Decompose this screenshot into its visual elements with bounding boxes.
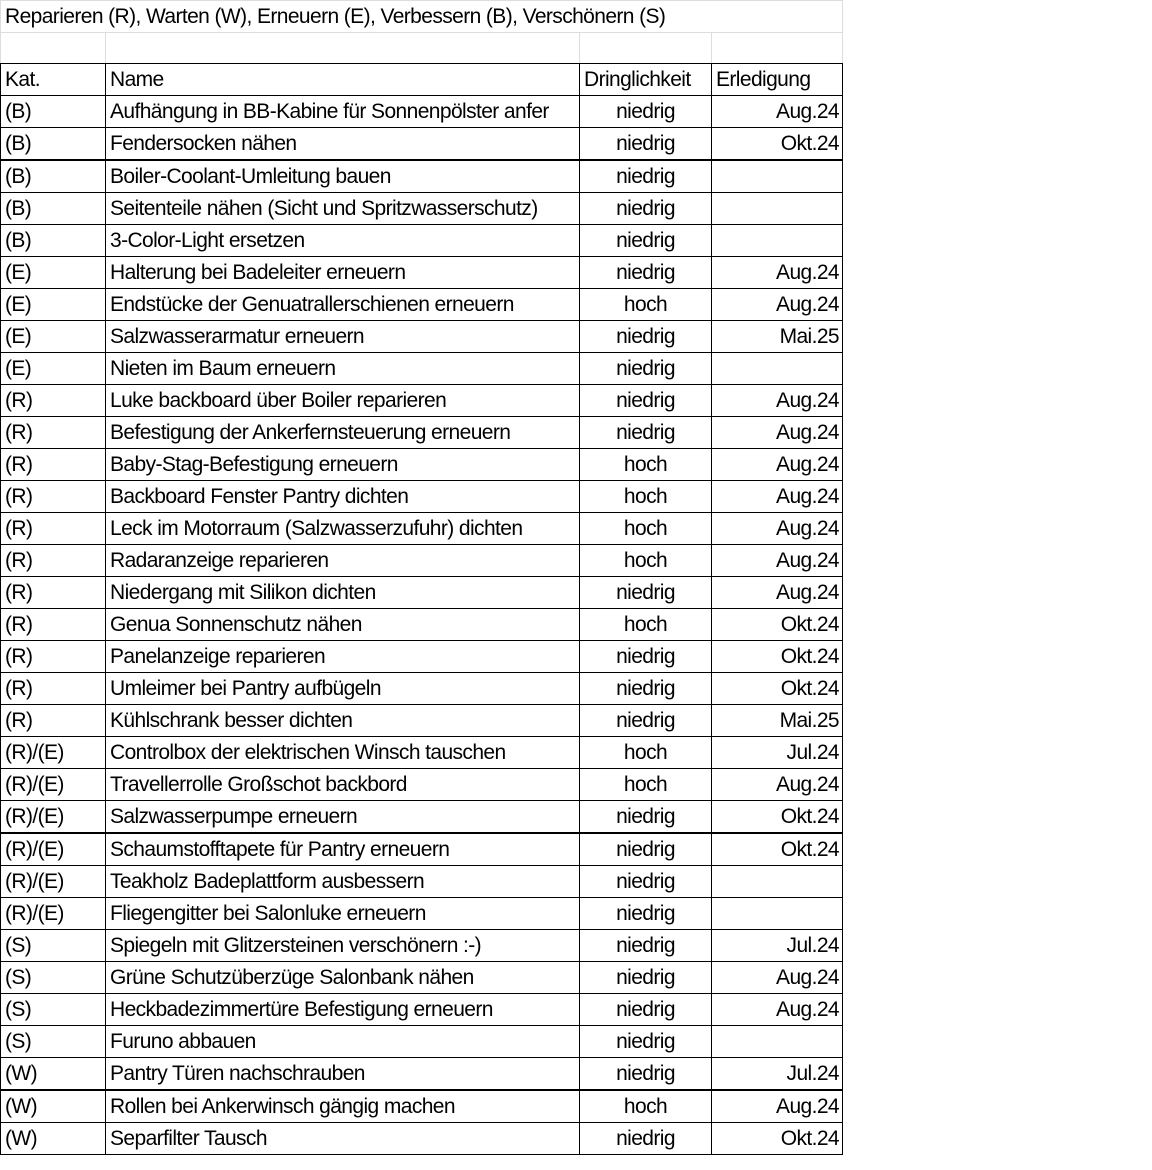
cell-dringlichkeit[interactable]: niedrig — [580, 160, 712, 193]
cell-name[interactable]: Befestigung der Ankerfernsteuerung erneuern — [106, 417, 580, 449]
table-row — [1, 577, 843, 609]
table-row — [1, 193, 843, 225]
cell-name[interactable]: Endstücke der Genuatrallerschienen erneuern — [106, 289, 580, 321]
table-row — [1, 160, 843, 193]
cell-dringlichkeit[interactable]: hoch — [580, 481, 712, 513]
empty-cell[interactable] — [580, 33, 712, 64]
cell-kat[interactable]: (W) — [1, 1123, 106, 1155]
cell-name[interactable]: Teakholz Badeplattform ausbessern — [106, 866, 580, 898]
cell-erledigung[interactable]: Okt.24 — [712, 1123, 843, 1155]
cell-dringlichkeit[interactable]: niedrig — [580, 577, 712, 609]
cell-erledigung[interactable]: Aug.24 — [712, 577, 843, 609]
table-row — [1, 1090, 843, 1123]
cell-kat[interactable]: (S) — [1, 962, 106, 994]
cell-kat[interactable]: (R)/(E) — [1, 866, 106, 898]
cell-name[interactable]: Rollen bei Ankerwinsch gängig machen — [106, 1090, 580, 1123]
table-row — [1, 641, 843, 673]
cell-erledigung[interactable]: Aug.24 — [712, 417, 843, 449]
cell-name[interactable]: Spiegeln mit Glitzersteinen verschönern :-) — [106, 930, 580, 962]
cell-name[interactable]: Leck im Motorraum (Salzwasserzufuhr) dichten — [106, 513, 580, 545]
cell-erledigung[interactable] — [712, 160, 843, 193]
header-dringlichkeit[interactable]: Dringlichkeit — [580, 64, 712, 96]
cell-dringlichkeit[interactable]: niedrig — [580, 385, 712, 417]
cell-dringlichkeit[interactable]: hoch — [580, 1090, 712, 1123]
cell-kat[interactable]: (R) — [1, 705, 106, 737]
cell-erledigung[interactable]: Jul.24 — [712, 737, 843, 769]
cell-erledigung[interactable] — [712, 866, 843, 898]
cell-kat[interactable]: (R)/(E) — [1, 769, 106, 801]
table-row — [1, 609, 843, 641]
cell-kat[interactable]: (B) — [1, 128, 106, 161]
table-row — [1, 898, 843, 930]
table-row — [1, 994, 843, 1026]
cell-name[interactable]: Fendersocken nähen — [106, 128, 580, 161]
cell-name[interactable]: Salzwasserpumpe erneuern — [106, 801, 580, 834]
cell-dringlichkeit[interactable]: niedrig — [580, 833, 712, 866]
table-row — [1, 417, 843, 449]
table-row — [1, 1123, 843, 1155]
table-row — [1, 257, 843, 289]
cell-kat[interactable]: (S) — [1, 994, 106, 1026]
cell-dringlichkeit[interactable]: niedrig — [580, 353, 712, 385]
cell-erledigung[interactable] — [712, 1026, 843, 1058]
cell-erledigung[interactable]: Aug.24 — [712, 449, 843, 481]
cell-name[interactable]: Nieten im Baum erneuern — [106, 353, 580, 385]
cell-erledigung[interactable]: Okt.24 — [712, 833, 843, 866]
table-row — [1, 1026, 843, 1058]
cell-dringlichkeit[interactable]: niedrig — [580, 641, 712, 673]
cell-erledigung[interactable]: Aug.24 — [712, 769, 843, 801]
header-kat[interactable]: Kat. — [1, 64, 106, 96]
cell-dringlichkeit[interactable]: niedrig — [580, 898, 712, 930]
cell-dringlichkeit[interactable]: niedrig — [580, 866, 712, 898]
cell-kat[interactable]: (B) — [1, 193, 106, 225]
cell-dringlichkeit[interactable]: niedrig — [580, 1026, 712, 1058]
cell-erledigung[interactable]: Okt.24 — [712, 128, 843, 161]
cell-dringlichkeit[interactable]: niedrig — [580, 930, 712, 962]
cell-kat[interactable]: (R) — [1, 449, 106, 481]
table-row — [1, 930, 843, 962]
cell-kat[interactable]: (R) — [1, 417, 106, 449]
cell-kat[interactable]: (E) — [1, 321, 106, 353]
table-row — [1, 833, 843, 866]
cell-erledigung[interactable]: Aug.24 — [712, 257, 843, 289]
cell-dringlichkeit[interactable]: niedrig — [580, 128, 712, 161]
cell-dringlichkeit[interactable]: hoch — [580, 289, 712, 321]
cell-kat[interactable]: (B) — [1, 225, 106, 257]
cell-kat[interactable]: (R) — [1, 481, 106, 513]
cell-name[interactable]: Aufhängung in BB-Kabine für Sonnenpölster anfer — [106, 96, 580, 128]
cell-name[interactable]: Travellerrolle Großschot backbord — [106, 769, 580, 801]
cell-kat[interactable]: (R) — [1, 577, 106, 609]
table-row — [1, 545, 843, 577]
cell-dringlichkeit[interactable]: niedrig — [580, 321, 712, 353]
cell-erledigung[interactable]: Jul.24 — [712, 1058, 843, 1091]
cell-erledigung[interactable]: Aug.24 — [712, 1090, 843, 1123]
table-row — [1, 1058, 843, 1091]
empty-row — [1, 33, 843, 64]
cell-dringlichkeit[interactable]: hoch — [580, 769, 712, 801]
cell-kat[interactable]: (R)/(E) — [1, 737, 106, 769]
table-row — [1, 481, 843, 513]
cell-dringlichkeit[interactable]: niedrig — [580, 225, 712, 257]
cell-name[interactable]: Schaumstofftapete für Pantry erneuern — [106, 833, 580, 866]
cell-erledigung[interactable]: Mai.25 — [712, 705, 843, 737]
cell-erledigung[interactable]: Mai.25 — [712, 321, 843, 353]
table-row — [1, 673, 843, 705]
cell-dringlichkeit[interactable]: niedrig — [580, 1123, 712, 1155]
cell-name[interactable]: Grüne Schutzüberzüge Salonbank nähen — [106, 962, 580, 994]
cell-erledigung[interactable] — [712, 193, 843, 225]
cell-erledigung[interactable]: Aug.24 — [712, 385, 843, 417]
cell-dringlichkeit[interactable]: niedrig — [580, 257, 712, 289]
cell-name[interactable]: Boiler-Coolant-Umleitung bauen — [106, 160, 580, 193]
cell-dringlichkeit[interactable]: niedrig — [580, 673, 712, 705]
cell-dringlichkeit[interactable]: hoch — [580, 609, 712, 641]
cell-dringlichkeit[interactable]: hoch — [580, 513, 712, 545]
cell-erledigung[interactable]: Jul.24 — [712, 930, 843, 962]
cell-name[interactable]: Genua Sonnenschutz nähen — [106, 609, 580, 641]
cell-dringlichkeit[interactable]: niedrig — [580, 193, 712, 225]
cell-kat[interactable]: (E) — [1, 257, 106, 289]
table-row — [1, 321, 843, 353]
cell-kat[interactable]: (B) — [1, 96, 106, 128]
cell-erledigung[interactable]: Okt.24 — [712, 673, 843, 705]
cell-kat[interactable]: (W) — [1, 1090, 106, 1123]
table-row — [1, 289, 843, 321]
table-row — [1, 225, 843, 257]
header-erledigung[interactable]: Erledigung — [712, 64, 843, 96]
cell-kat[interactable]: (R) — [1, 641, 106, 673]
cell-name[interactable]: Seitenteile nähen (Sicht und Spritzwasserschutz) — [106, 193, 580, 225]
cell-erledigung[interactable] — [712, 898, 843, 930]
cell-name[interactable]: Panelanzeige reparieren — [106, 641, 580, 673]
cell-kat[interactable]: (S) — [1, 930, 106, 962]
cell-erledigung[interactable] — [712, 225, 843, 257]
cell-dringlichkeit[interactable]: niedrig — [580, 801, 712, 834]
cell-name[interactable]: Salzwasserarmatur erneuern — [106, 321, 580, 353]
cell-erledigung[interactable]: Okt.24 — [712, 641, 843, 673]
cell-erledigung[interactable]: Aug.24 — [712, 962, 843, 994]
table-row — [1, 449, 843, 481]
table-row — [1, 385, 843, 417]
table-row — [1, 769, 843, 801]
cell-kat[interactable]: (R) — [1, 385, 106, 417]
cell-name[interactable]: Heckbadezimmertüre Befestigung erneuern — [106, 994, 580, 1026]
cell-erledigung[interactable] — [712, 353, 843, 385]
header-name[interactable]: Name — [106, 64, 580, 96]
cell-erledigung[interactable]: Aug.24 — [712, 513, 843, 545]
cell-name[interactable]: Furuno abbauen — [106, 1026, 580, 1058]
cell-name[interactable]: 3-Color-Light ersetzen — [106, 225, 580, 257]
cell-dringlichkeit[interactable]: hoch — [580, 449, 712, 481]
cell-kat[interactable]: (W) — [1, 1058, 106, 1091]
legend-row — [1, 1, 843, 33]
cell-dringlichkeit[interactable]: niedrig — [580, 96, 712, 128]
cell-name[interactable]: Umleimer bei Pantry aufbügeln — [106, 673, 580, 705]
cell-dringlichkeit[interactable]: niedrig — [580, 962, 712, 994]
table-row — [1, 866, 843, 898]
cell-erledigung[interactable]: Aug.24 — [712, 289, 843, 321]
cell-kat[interactable]: (R) — [1, 513, 106, 545]
empty-cell[interactable] — [1, 33, 106, 64]
empty-cell[interactable] — [712, 33, 843, 64]
cell-name[interactable]: Niedergang mit Silikon dichten — [106, 577, 580, 609]
cell-kat[interactable]: (E) — [1, 289, 106, 321]
cell-kat[interactable]: (B) — [1, 160, 106, 193]
cell-name[interactable]: Controlbox der elektrischen Winsch tauschen — [106, 737, 580, 769]
cell-erledigung[interactable]: Aug.24 — [712, 994, 843, 1026]
table-row — [1, 737, 843, 769]
cell-name[interactable]: Luke backboard über Boiler reparieren — [106, 385, 580, 417]
cell-erledigung[interactable]: Aug.24 — [712, 545, 843, 577]
empty-cell[interactable] — [106, 33, 580, 64]
cell-kat[interactable]: (R)/(E) — [1, 898, 106, 930]
cell-name[interactable]: Backboard Fenster Pantry dichten — [106, 481, 580, 513]
cell-name[interactable]: Radaranzeige reparieren — [106, 545, 580, 577]
cell-name[interactable]: Halterung bei Badeleiter erneuern — [106, 257, 580, 289]
cell-kat[interactable]: (R)/(E) — [1, 833, 106, 866]
header-row — [1, 64, 843, 96]
cell-kat[interactable]: (R) — [1, 545, 106, 577]
cell-kat[interactable]: (E) — [1, 353, 106, 385]
cell-dringlichkeit[interactable]: niedrig — [580, 994, 712, 1026]
legend-cell[interactable]: Reparieren (R), Warten (W), Erneuern (E), Verbessern (B), Verschönern (S) — [1, 1, 843, 33]
cell-erledigung[interactable]: Aug.24 — [712, 481, 843, 513]
cell-dringlichkeit[interactable]: niedrig — [580, 417, 712, 449]
table-row — [1, 962, 843, 994]
cell-erledigung[interactable]: Okt.24 — [712, 609, 843, 641]
cell-name[interactable]: Kühlschrank besser dichten — [106, 705, 580, 737]
table-row — [1, 128, 843, 161]
table-row — [1, 353, 843, 385]
cell-name[interactable]: Pantry Türen nachschrauben — [106, 1058, 580, 1091]
table-row — [1, 513, 843, 545]
cell-dringlichkeit[interactable]: niedrig — [580, 705, 712, 737]
cell-erledigung[interactable]: Okt.24 — [712, 801, 843, 834]
cell-dringlichkeit[interactable]: hoch — [580, 545, 712, 577]
table-row — [1, 705, 843, 737]
cell-kat[interactable]: (R) — [1, 609, 106, 641]
cell-kat[interactable]: (S) — [1, 1026, 106, 1058]
cell-kat[interactable]: (R) — [1, 673, 106, 705]
cell-erledigung[interactable]: Aug.24 — [712, 96, 843, 128]
cell-name[interactable]: Baby-Stag-Befestigung erneuern — [106, 449, 580, 481]
cell-dringlichkeit[interactable]: niedrig — [580, 1058, 712, 1091]
cell-dringlichkeit[interactable]: hoch — [580, 737, 712, 769]
table-row — [1, 801, 843, 834]
table-row — [1, 96, 843, 128]
cell-name[interactable]: Separfilter Tausch — [106, 1123, 580, 1155]
cell-kat[interactable]: (R)/(E) — [1, 801, 106, 834]
cell-name[interactable]: Fliegengitter bei Salonluke erneuern — [106, 898, 580, 930]
